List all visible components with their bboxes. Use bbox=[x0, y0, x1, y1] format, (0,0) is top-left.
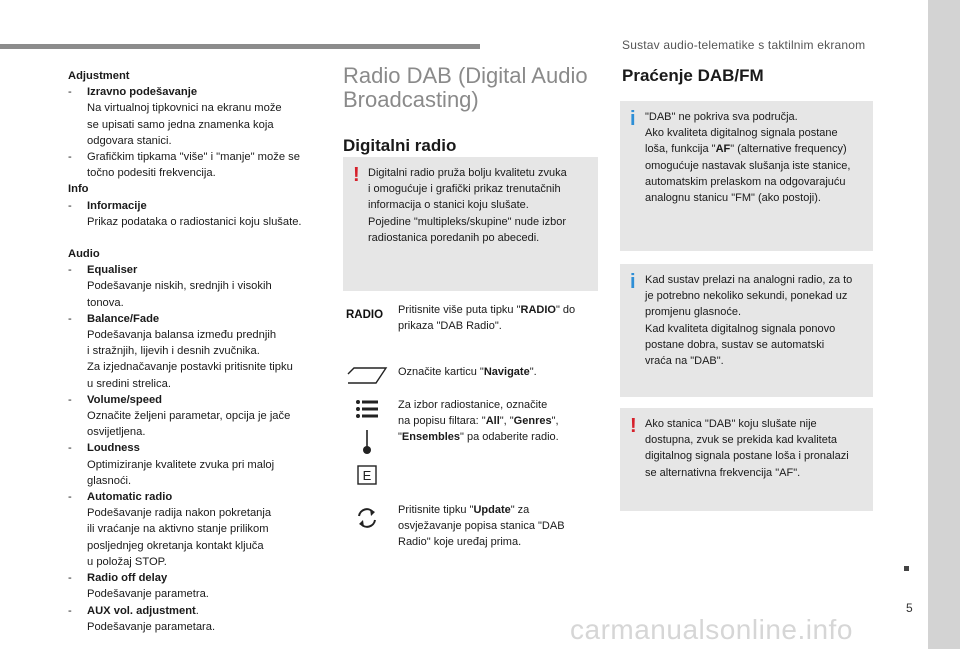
item-text: osvijetljena. bbox=[87, 426, 146, 439]
settings-column bbox=[68, 68, 330, 635]
item-text: Prikaz podataka o radiostanici koju slušate. bbox=[87, 215, 302, 228]
item-title: Informacije bbox=[87, 199, 147, 212]
section-heading-audio: Audio bbox=[68, 248, 100, 261]
page-title: Radio DAB (Digital Audio Broadcasting) bbox=[343, 63, 588, 112]
item-text: Na virtualnoj tipkovnici na ekranu može bbox=[87, 102, 282, 115]
list-item: - Balance/Fade Podešavanja balansa između prednjih i stražnjih, lijevih i desnih zvučnika. Za izjednačavanje postavki pritisnite tipku u sredini strelica. bbox=[68, 311, 330, 392]
item-text: u položaj STOP. bbox=[87, 555, 167, 568]
item-text: Podešavanje parametra. bbox=[87, 588, 209, 601]
item-text: točno podesiti frekvencija. bbox=[87, 167, 216, 180]
warning-icon: ! bbox=[353, 164, 360, 186]
info-icon: i bbox=[630, 271, 636, 293]
info-box bbox=[620, 264, 873, 397]
section-title-dab-fm: Praćenje DAB/FM bbox=[622, 66, 764, 85]
warning-icon: ! bbox=[630, 415, 637, 437]
item-text: Optimiziranje kvalitete zvuka pri maloj bbox=[87, 458, 275, 471]
warning-box bbox=[620, 408, 873, 511]
side-strip bbox=[928, 0, 960, 649]
item-title: Equaliser bbox=[87, 264, 138, 277]
list-item: - Radio off delay Podešavanje parametra. bbox=[68, 570, 330, 602]
warning-text: Digitalni radio pruža bolju kvalitetu zvuka i omogućuje i grafički prikaz trenutačnih informacija o stanici koju slušate. Pojedine "multipleks/skupine" nude izbor radiostanica poredanih po abecedi. bbox=[368, 167, 567, 244]
item-text: u sredini strelica. bbox=[87, 377, 171, 390]
step-radio: Pritisnite više puta tipku "RADIO" do prikaza "DAB Radio". bbox=[398, 304, 576, 333]
header-title: Sustav audio-telematike s taktilnim ekranom bbox=[622, 38, 866, 52]
info-text: Kad sustav prelazi na analogni radio, za to je potrebno nekoliko sekundi, ponekad uz promjenu glasnoće. Kad kvaliteta digitalnog signala ponovo postane dobra, sustav se automatski vraća na "DAB". bbox=[645, 274, 853, 368]
list-item: - Izravno podešavanje Na virtualnoj tipkovnici na ekranu može se upisati samo jedna znamenka koja odgovara stanici. bbox=[68, 84, 330, 149]
item-text: Podešavanje niskih, srednjih i visokih bbox=[87, 280, 272, 293]
section-title-digital-radio: Digitalni radio bbox=[343, 136, 457, 155]
item-text: tonova. bbox=[87, 296, 124, 309]
radio-button-label: RADIO bbox=[346, 309, 384, 321]
item-text: Grafičkim tipkama "više" i "manje" može se bbox=[87, 151, 300, 164]
item-title: Balance/Fade bbox=[87, 312, 160, 325]
info-icon: i bbox=[630, 108, 636, 130]
item-text: odgovara stanici. bbox=[87, 134, 172, 147]
list-item: - Volume/speed Označite željeni parametar, opcija je jače osvijetljena. bbox=[68, 392, 330, 441]
list-item: - Grafičkim tipkama "više" i "manje" može se točno podesiti frekvencija. bbox=[68, 149, 330, 181]
section-marker bbox=[904, 566, 909, 571]
watermark: carmanualsonline.info bbox=[570, 614, 853, 645]
genre-icon bbox=[360, 429, 374, 455]
info-text: "DAB" ne pokriva sva područja. Ako kvaliteta digitalnog signala postane loša, funkcija "AF" (alternative frequency) omogućuje nastavak slušanja iste stanice, automatskim prelaskom na odgovarajuću analognu stanicu "FM" (ako postoji). bbox=[645, 111, 851, 205]
item-title: Automatic radio bbox=[87, 491, 173, 504]
list-item: - AUX vol. adjustment. Podešavanje parametara. bbox=[68, 603, 330, 635]
section-heading-adjustment: Adjustment bbox=[68, 70, 130, 82]
header-rule bbox=[0, 44, 480, 49]
item-title: AUX vol. adjustment bbox=[87, 604, 196, 617]
item-text: glasnoći. bbox=[87, 474, 132, 487]
dab-column bbox=[343, 64, 601, 156]
info-box bbox=[620, 101, 873, 251]
list-item: - Loudness Optimiziranje kvalitete zvuka pri maloj glasnoći. bbox=[68, 440, 330, 489]
step-navigate: Označite karticu "Navigate". bbox=[398, 366, 537, 378]
item-text: Za izjednačavanje postavki pritisnite tipku bbox=[87, 361, 293, 374]
ensemble-icon bbox=[357, 465, 377, 485]
item-title: Loudness bbox=[87, 442, 140, 455]
item-text: Označite željeni parametar, opcija je jače bbox=[87, 410, 291, 423]
item-text: Podešavanje parametara. bbox=[87, 620, 216, 633]
item-text: posljednjeg okretanja kontakt ključa bbox=[87, 539, 264, 552]
item-title: Volume/speed bbox=[87, 393, 163, 406]
item-text: Podešavanje radija nakon pokretanja bbox=[87, 507, 272, 520]
item-text: . bbox=[195, 604, 199, 617]
navigate-tab-icon bbox=[347, 366, 391, 384]
list-filter-icon bbox=[355, 399, 379, 421]
item-text: se upisati samo jedna znamenka koja bbox=[87, 118, 274, 131]
step-filter: Za izbor radiostanice, označite na popisu filtara: "All", "Genres", "Ensembles" pa odaberite radio. bbox=[398, 399, 559, 444]
refresh-icon bbox=[355, 506, 379, 530]
item-text: Podešavanja balansa između prednjih bbox=[87, 329, 277, 342]
warning-box bbox=[343, 157, 598, 291]
section-heading-info: Info bbox=[68, 183, 89, 196]
item-title: Izravno podešavanje bbox=[87, 86, 198, 99]
list-item: - Informacije Prikaz podataka o radiostanici koju slušate. bbox=[68, 198, 330, 230]
item-text: ili vraćanje na aktivno stanje prilikom bbox=[87, 523, 269, 536]
svg-text:E: E bbox=[362, 468, 372, 483]
item-title: Radio off delay bbox=[87, 572, 168, 585]
page-number: 5 bbox=[906, 601, 913, 615]
warning-text: Ako stanica "DAB" koju slušate nije dostupna, zvuk se prekida kad kvaliteta digitalnog signala postane loša i pronalazi se alternativna frekvencija "AF". bbox=[645, 418, 849, 479]
step-update: Pritisnite tipku "Update" za osvježavanje popisa stanica "DAB Radio" koje uređaj prima. bbox=[398, 504, 565, 549]
item-text: i stražnjih, lijevih i desnih zvučnika. bbox=[87, 345, 260, 358]
list-item: - Automatic radio Podešavanje radija nakon pokretanja ili vraćanje na aktivno stanje prilikom posljednjeg okretanja kontakt ključa u položaj STOP. bbox=[68, 489, 330, 570]
list-item: - Equaliser Podešavanje niskih, srednjih i visokih tonova. bbox=[68, 262, 330, 311]
